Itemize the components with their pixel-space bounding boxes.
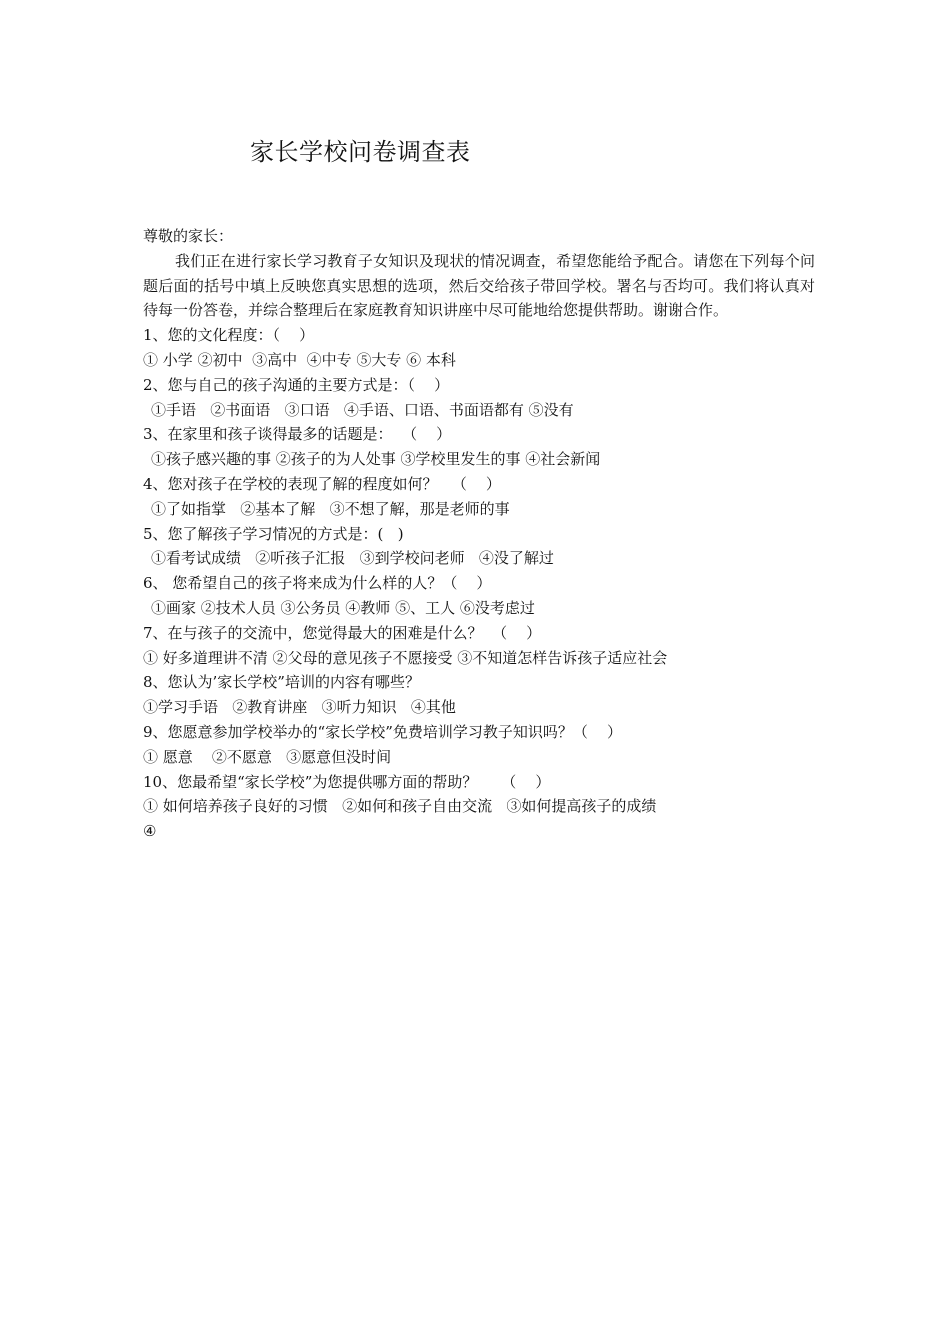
question-7 <box>143 621 815 671</box>
question-text: 4、您对孩子在学校的表现了解的程度如何？ （ ） <box>143 474 501 493</box>
question-options: ① 如何培养孩子良好的习惯 ②如何和孩子自由交流 ③如何提高孩子的成绩 <box>143 797 657 816</box>
question-text: 2、您与自己的孩子沟通的主要方式是：（ ） <box>143 375 450 394</box>
question-text: 9、您愿意参加学校举办的“家长学校”免费培训学习教子知识吗？（ ） <box>143 722 622 741</box>
question-options: ① 愿意 ②不愿意 ③愿意但没时间 <box>143 747 392 766</box>
question-options: ①了如指掌 ②基本了解 ③不想了解，那是老师的事 <box>151 499 510 518</box>
question-text: 7、在与孩子的交流中，您觉得最大的困难是什么？ （ ） <box>143 623 542 642</box>
question-text: 8、您认为’家长学校”培训的内容有哪些？ <box>143 673 420 692</box>
question-text: 10、您最希望“家长学校”为您提供哪方面的帮助？ （ ） <box>143 772 551 791</box>
question-options: ①画家 ②技术人员 ③公务员 ④教师 ⑤、工人 ⑥没考虑过 <box>151 598 535 617</box>
document-body <box>143 224 815 844</box>
question-options: ①看考试成绩 ②听孩子汇报 ③到学校问老师 ④没了解过 <box>151 549 554 568</box>
question-9 <box>143 720 815 770</box>
question-options: ①手语 ②书面语 ③口语 ④手语、口语、书面语都有 ⑤没有 <box>151 400 574 419</box>
question-options: ① 小学 ②初中 ③高中 ④中专 ⑤大专 ⑥ 本科 <box>143 350 456 369</box>
question-text: 5、您了解孩子学习情况的方式是：( ) <box>143 524 404 543</box>
question-2 <box>143 373 815 423</box>
question-5 <box>143 522 815 572</box>
question-10 <box>143 770 815 844</box>
question-options: ①学习手语 ②教育讲座 ③听力知识 ④其他 <box>143 698 456 717</box>
salutation: 尊敬的家长： <box>143 227 234 245</box>
question-options: ① 好多道理讲不清 ②父母的意见孩子不愿接受 ③不知道怎样告诉孩子适应社会 <box>143 648 668 667</box>
question-4 <box>143 472 815 522</box>
question-text: 1、您的文化程度：（ ） <box>143 326 315 345</box>
question-6 <box>143 571 815 621</box>
question-8 <box>143 670 815 720</box>
intro-paragraph: 我们正在进行家长学习教育子女知识及现状的情况调查，希望您能给予配合。请您在下列每个问题后面的括号中填上反映您真实思想的选项，然后交给孩子带回学校。署名与否均可。我们将认真对待每一份答卷，并综合整理后在家庭教育知识讲座中尽可能地给您提供帮助。谢谢合作。 <box>143 251 815 320</box>
question-text: 6、 您希望自己的孩子将来成为什么样的人？（ ） <box>143 574 492 593</box>
question-options: ①孩子感兴趣的事 ②孩子的为人处事 ③学校里发生的事 ④社会新闻 <box>151 450 601 469</box>
question-options-extra: ④ <box>143 822 157 841</box>
question-text: 3、在家里和孩子谈得最多的话题是： （ ） <box>143 425 452 444</box>
document-title: 家长学校问卷调查表 <box>250 138 471 166</box>
question-1 <box>143 323 815 373</box>
question-3 <box>143 422 815 472</box>
